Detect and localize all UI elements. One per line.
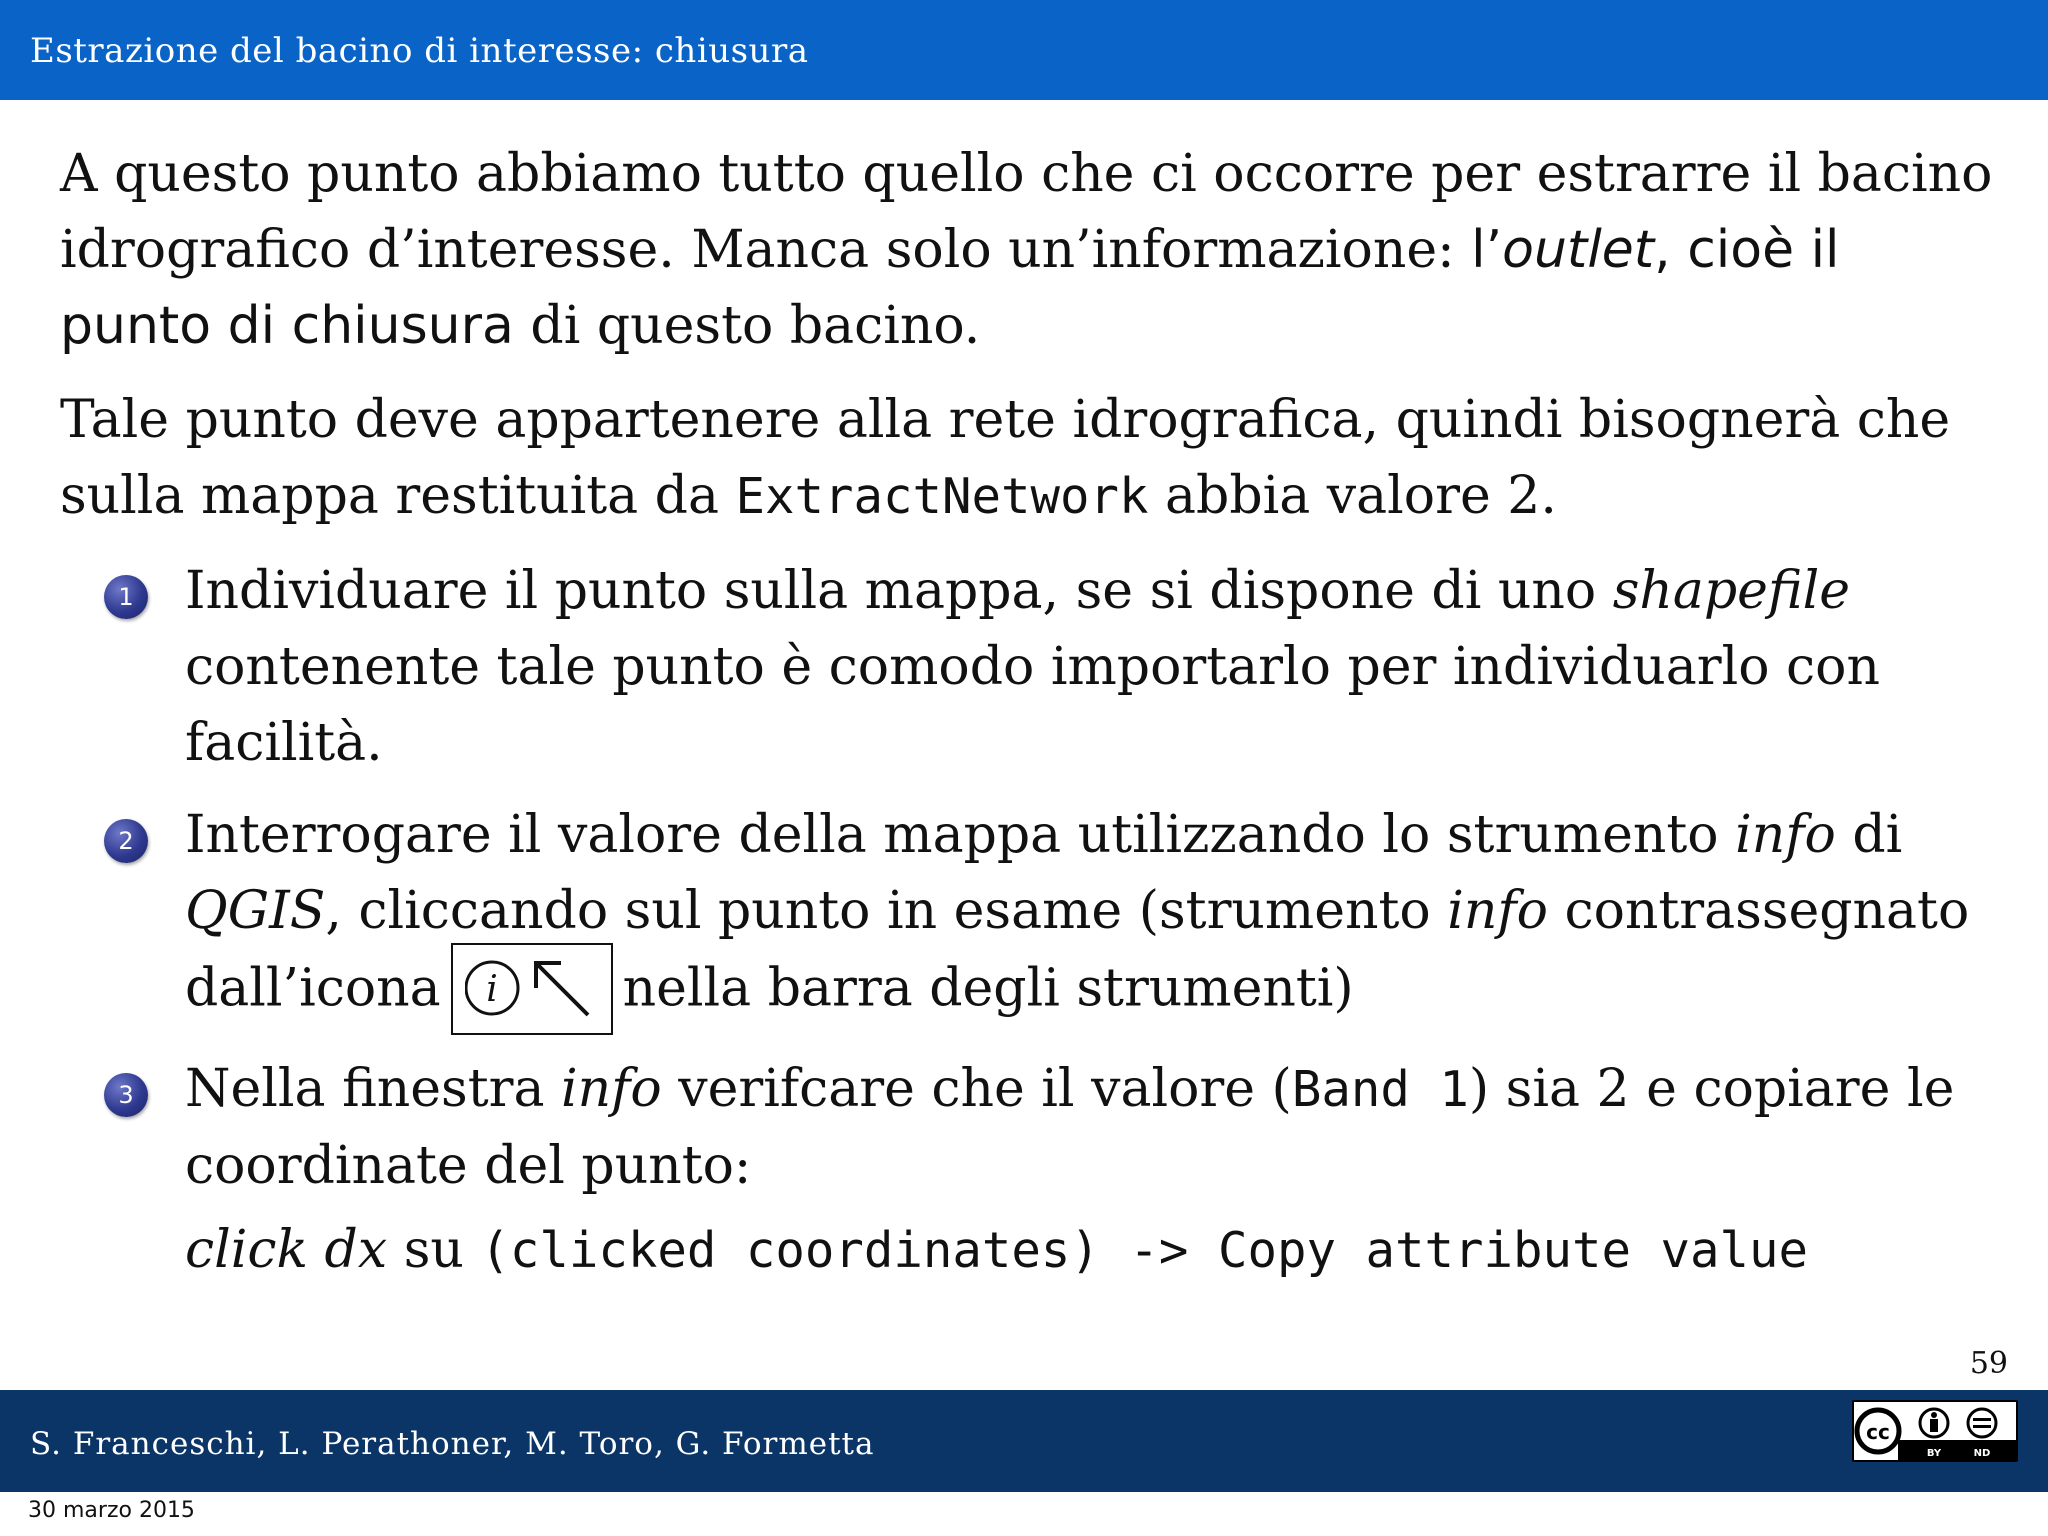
item1-ending: contenente tale punto è comodo importarlo per individuarlo con facilità.: [185, 637, 1880, 773]
paragraph1-text: A questo punto abbiamo tutto quello che ci occorre per estrarre il bacino idrografico d’interesse. Manca solo un’informazione:: [60, 144, 1993, 280]
paragraph2-text: Tale punto deve appartenere alla rete idrografica, quindi bisognerà che sulla mappa restituita da: [60, 390, 1951, 526]
outlet-word: outlet: [1502, 220, 1655, 280]
steps-list: [100, 553, 2000, 1289]
item1-text: Individuare il punto sulla mappa, se si dispone di uno: [185, 561, 1613, 621]
svg-text:i: i: [485, 969, 498, 1010]
page-number: 59: [1969, 1346, 2008, 1381]
numbered-bullet: 1: [104, 575, 148, 619]
shapefile-term: shapefile: [1612, 561, 1851, 621]
authors: S. Franceschi, L. Perathoner, M. Toro, G. Formetta: [30, 1426, 875, 1462]
copy-attribute-code: Copy attribute value: [1217, 1222, 1808, 1279]
list-item: [100, 1051, 2000, 1289]
paragraph1-ending: di questo bacino.: [513, 296, 981, 356]
arrow-text: ->: [1099, 1222, 1218, 1279]
outlet-definition: , cioè il punto di chiusura: [60, 220, 1840, 356]
item3-text-2: verifcare che il valore (: [661, 1059, 1292, 1119]
item3-text-3: ) sia 2 e copiare le coordinate del punto:: [185, 1059, 1955, 1196]
numbered-bullet: 3: [104, 1073, 148, 1117]
paragraph-network-value: [60, 382, 2000, 535]
slide-content: [60, 136, 2000, 1305]
cc-license-badge: [1852, 1400, 2018, 1462]
list-item: [100, 797, 2000, 1035]
item2-text-3: , cliccando sul punto in esame (strumento: [325, 881, 1448, 941]
svg-text:ND: ND: [1973, 1448, 1991, 1459]
info-term: info: [1735, 805, 1836, 865]
list-item: [100, 553, 2000, 781]
info-cursor-icon: [465, 959, 597, 1017]
su-text: su: [387, 1220, 481, 1280]
date: 30 marzo 2015: [28, 1498, 195, 1523]
item2-text: Interrogare il valore della mappa utilizzando lo strumento: [185, 805, 1736, 865]
info-tool-icon: [451, 943, 613, 1035]
info-window-term: info: [560, 1059, 662, 1119]
numbered-bullet: 2: [104, 819, 148, 863]
svg-text:cc: cc: [1866, 1420, 1890, 1444]
item2-text-2: di: [1835, 805, 1903, 865]
svg-text:BY: BY: [1926, 1448, 1942, 1459]
item2-ending: nella barra degli strumenti): [622, 958, 1354, 1019]
clicked-coordinates-code: (clicked coordinates): [480, 1222, 1100, 1279]
extractnetwork-code: ExtractNetwork: [735, 468, 1149, 525]
footer-bar: [0, 1390, 2048, 1492]
line-break: [185, 1204, 2000, 1212]
band-code: Band 1: [1291, 1061, 1469, 1118]
qgis-term: QGIS: [185, 881, 326, 941]
info-term-2: info: [1447, 881, 1548, 941]
item2-text-4: contrassegnato dall’icona: [185, 881, 1970, 1019]
header-bar: [0, 0, 2048, 100]
cc-by-nd-icon: [1854, 1402, 2016, 1460]
paragraph2-ending: abbia valore 2.: [1148, 466, 1557, 526]
outlet-prefix: l’: [1471, 220, 1503, 280]
paragraph-outlet-intro: [60, 136, 2000, 364]
slide-title: Estrazione del bacino di interesse: chiusura: [30, 31, 809, 71]
click-dx-term: click dx: [185, 1220, 388, 1280]
item3-text: Nella finestra: [185, 1059, 561, 1119]
